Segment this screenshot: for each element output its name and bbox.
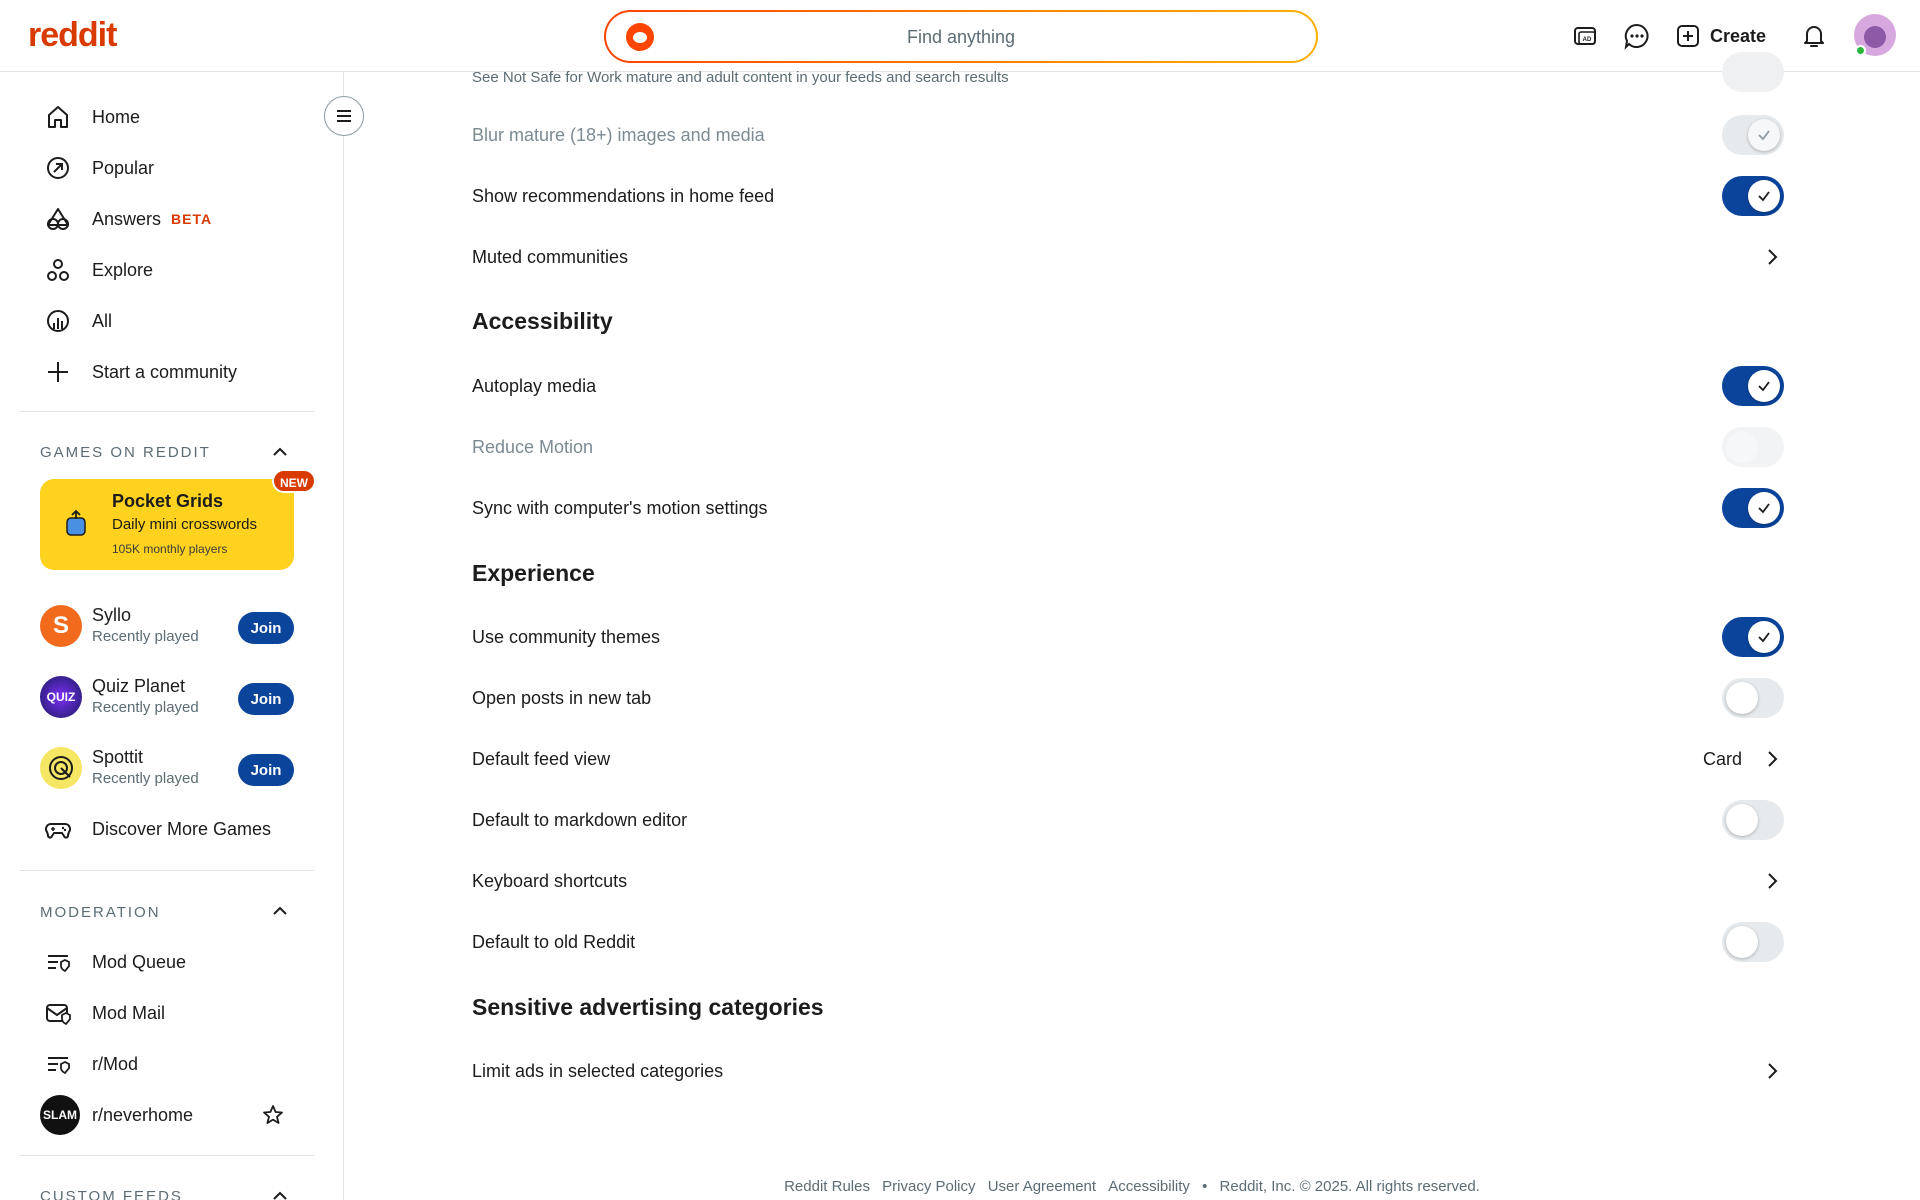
svg-text:AD: AD	[1582, 37, 1592, 43]
footer-link-accessibility[interactable]: Accessibility	[1108, 1178, 1190, 1195]
muted-communities-label: Muted communities	[472, 246, 629, 267]
explore-icon	[44, 256, 72, 284]
game-name: Quiz Planet	[92, 676, 186, 696]
feed-view-row[interactable]	[472, 739, 1784, 779]
mod-mail-label: Mod Mail	[92, 1002, 166, 1023]
feed-view-label: Default feed view	[472, 748, 611, 769]
ads-heading: Sensitive advertising categories	[472, 994, 824, 1020]
quiz-planet-icon: QUIZ	[40, 676, 82, 718]
chevron-up-icon[interactable]	[270, 442, 290, 462]
r-mod[interactable]	[44, 1044, 138, 1084]
game-subtitle: Recently played	[92, 699, 199, 716]
search-placeholder: Find anything	[906, 27, 1016, 47]
community-themes-row[interactable]	[472, 617, 1784, 657]
check-icon	[1756, 378, 1772, 394]
game-row-spottit[interactable]	[40, 746, 300, 790]
nav-start-community-label: Start a community	[92, 361, 238, 382]
search-bar[interactable]	[604, 10, 1318, 63]
all-icon	[44, 307, 72, 335]
create-label: Create	[1710, 25, 1767, 46]
nav-all-label: All	[92, 310, 113, 331]
r-neverhome[interactable]	[40, 1095, 290, 1135]
settings-main	[344, 69, 1920, 1200]
featured-game-title: Pocket Grids	[112, 491, 224, 511]
chevron-right-icon[interactable]	[1760, 869, 1784, 893]
nsfw-toggle[interactable]	[1722, 52, 1784, 92]
nav-all[interactable]	[44, 301, 112, 341]
nav-start-community[interactable]	[44, 352, 237, 392]
popular-icon	[44, 154, 72, 182]
join-syllo-button[interactable]: Join	[238, 612, 294, 644]
sync-motion-row[interactable]	[472, 488, 1784, 528]
create-button[interactable]	[1676, 21, 1766, 51]
chevron-up-icon[interactable]	[270, 1186, 290, 1200]
autoplay-label: Autoplay media	[472, 375, 597, 396]
chevron-up-icon[interactable]	[270, 901, 290, 921]
game-row-syllo[interactable]	[40, 604, 300, 648]
sidebar-divider	[20, 1155, 314, 1156]
mod-queue-label: Mod Queue	[92, 951, 187, 972]
sync-motion-label: Sync with computer's motion settings	[472, 497, 768, 518]
muted-communities-row[interactable]	[472, 237, 1784, 277]
nav-home[interactable]	[44, 97, 140, 137]
experience-heading: Experience	[472, 560, 595, 586]
new-badge: NEW	[272, 469, 316, 493]
spottit-icon	[40, 747, 82, 789]
nav-popular-label: Popular	[92, 157, 155, 178]
mod-queue[interactable]	[44, 942, 186, 982]
discover-more-games[interactable]	[44, 809, 271, 849]
games-section-title: GAMES ON REDDIT	[40, 444, 211, 461]
reddit-logo[interactable]: reddit	[28, 16, 117, 54]
featured-game-subtitle: Daily mini crosswords	[112, 516, 258, 533]
community-themes-label: Use community themes	[472, 626, 661, 647]
game-name: Syllo	[92, 605, 132, 625]
syllo-icon: S	[40, 605, 82, 647]
limit-ads-label: Limit ads in selected categories	[472, 1060, 724, 1081]
accessibility-heading: Accessibility	[472, 308, 613, 334]
check-icon	[1756, 500, 1772, 516]
chat-icon[interactable]	[1622, 21, 1652, 51]
chevron-right-icon[interactable]	[1760, 1059, 1784, 1083]
plus-square-icon	[1676, 24, 1700, 48]
check-icon	[1756, 629, 1772, 645]
chevron-right-icon[interactable]	[1760, 245, 1784, 269]
footer-link-rules[interactable]: Reddit Rules	[784, 1178, 870, 1195]
featured-game-players: 105K monthly players	[112, 542, 228, 556]
recommendations-toggle[interactable]	[1722, 176, 1784, 216]
sync-motion-toggle[interactable]	[1722, 488, 1784, 528]
footer-link-agreement[interactable]: User Agreement	[987, 1178, 1097, 1195]
star-icon[interactable]	[261, 1103, 285, 1127]
community-themes-toggle[interactable]	[1722, 617, 1784, 657]
mod-list-icon	[44, 1050, 72, 1078]
blur-mature-row[interactable]	[472, 115, 1784, 155]
r-neverhome-label: r/neverhome	[92, 1104, 194, 1125]
limit-ads-row[interactable]	[472, 1051, 1784, 1091]
autoplay-toggle[interactable]	[1722, 366, 1784, 406]
nav-home-label: Home	[92, 106, 141, 127]
online-status-indicator	[1855, 45, 1866, 56]
moderation-section-title: MODERATION	[40, 904, 161, 921]
recommendations-row[interactable]	[472, 176, 1784, 216]
keyboard-shortcuts-row[interactable]	[472, 861, 1784, 901]
pocket-grids-icon	[64, 509, 88, 537]
mod-mail[interactable]	[44, 993, 165, 1033]
featured-game-card[interactable]	[40, 479, 294, 570]
footer-copyright: Reddit, Inc. © 2025. All rights reserved.	[1219, 1178, 1480, 1195]
check-icon	[1756, 188, 1772, 204]
footer	[344, 1178, 1920, 1195]
markdown-toggle[interactable]	[1722, 800, 1784, 840]
check-icon	[1756, 127, 1772, 143]
old-reddit-toggle[interactable]	[1722, 922, 1784, 962]
nav-popular[interactable]	[44, 148, 154, 188]
sidebar-divider	[20, 411, 314, 412]
feed-view-value: Card	[1702, 748, 1742, 769]
top-header	[0, 0, 1920, 72]
sidebar-divider	[20, 870, 314, 871]
keyboard-shortcuts-label: Keyboard shortcuts	[472, 870, 628, 891]
neverhome-community-icon: SLAM	[40, 1095, 80, 1135]
beta-badge: BETA	[171, 211, 213, 227]
mod-mail-icon	[44, 999, 72, 1027]
game-name: Spottit	[92, 747, 144, 767]
new-tab-row[interactable]	[472, 678, 1784, 718]
join-quiz-planet-button[interactable]: Join	[238, 683, 294, 715]
reduce-motion-toggle[interactable]	[1722, 427, 1784, 467]
markdown-row[interactable]	[472, 800, 1784, 840]
nsfw-description: See Not Safe for Work mature and adult content in your feeds and search results	[472, 69, 1009, 86]
answers-icon	[44, 205, 72, 233]
discover-more-games-label: Discover More Games	[92, 818, 272, 839]
mod-queue-icon	[44, 948, 72, 976]
markdown-label: Default to markdown editor	[472, 809, 688, 830]
old-reddit-label: Default to old Reddit	[472, 931, 636, 952]
plus-icon	[44, 358, 72, 386]
home-icon	[44, 103, 72, 131]
gamepad-icon	[44, 815, 72, 843]
nav-answers-label: Answers	[92, 208, 162, 229]
advertise-icon[interactable]	[1570, 21, 1600, 51]
join-spottit-button[interactable]: Join	[238, 754, 294, 786]
blur-mature-label: Blur mature (18+) images and media	[472, 124, 765, 145]
recommendations-label: Show recommendations in home feed	[472, 185, 775, 206]
nav-answers[interactable]	[44, 199, 212, 239]
target-icon	[46, 753, 76, 783]
footer-link-privacy[interactable]: Privacy Policy	[882, 1178, 976, 1195]
bell-icon[interactable]	[1799, 21, 1829, 51]
custom-feeds-section-title: CUSTOM FEEDS	[40, 1188, 183, 1200]
nav-explore[interactable]	[44, 250, 153, 290]
reduce-motion-row[interactable]	[472, 427, 1784, 467]
game-row-quiz-planet[interactable]	[40, 675, 300, 719]
game-subtitle: Recently played	[92, 770, 199, 787]
game-subtitle: Recently played	[92, 628, 199, 645]
blur-mature-toggle[interactable]	[1722, 115, 1784, 155]
old-reddit-row[interactable]	[472, 922, 1784, 962]
nav-explore-label: Explore	[92, 259, 154, 280]
new-tab-toggle[interactable]	[1722, 678, 1784, 718]
reduce-motion-label: Reduce Motion	[472, 436, 594, 457]
autoplay-row[interactable]	[472, 366, 1784, 406]
footer-separator: •	[1202, 1178, 1208, 1195]
chevron-right-icon[interactable]	[1760, 747, 1784, 771]
r-mod-label: r/Mod	[92, 1053, 139, 1074]
new-tab-label: Open posts in new tab	[472, 687, 652, 708]
